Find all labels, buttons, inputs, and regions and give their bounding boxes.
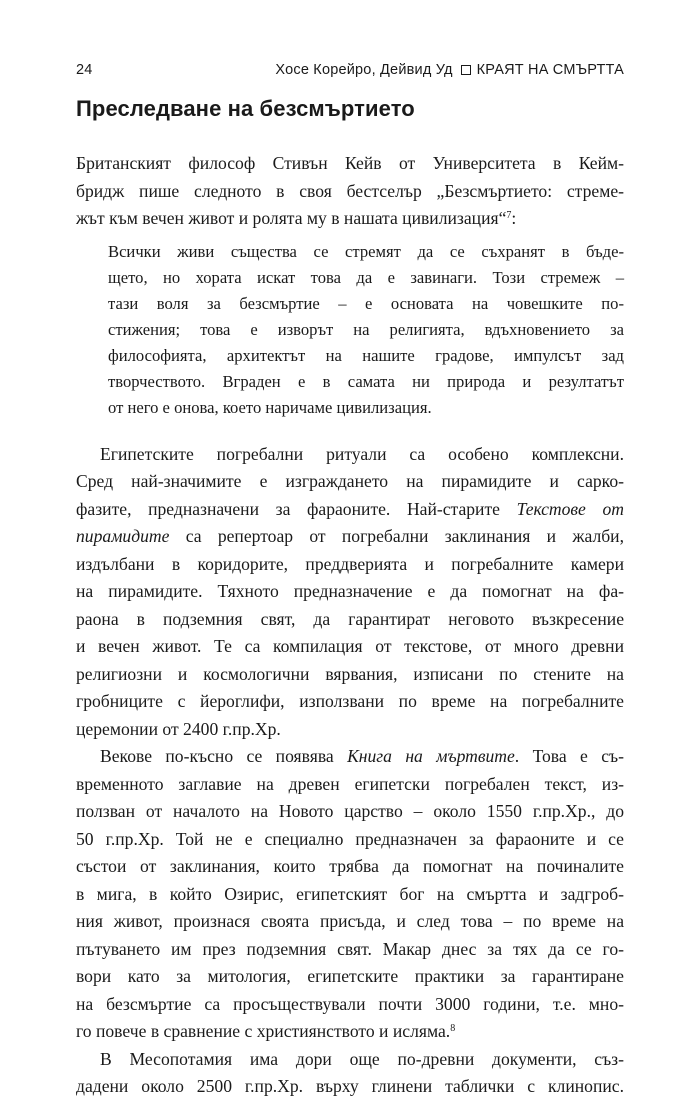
paragraph-spacer	[76, 421, 624, 441]
quote-line: философията, архитектът на нашите градове, импулсът зад	[108, 345, 624, 365]
text-run: :	[511, 208, 517, 228]
text-line: 50 г.пр.Хр. Той не е специално предназначен за фараоните и се	[76, 828, 624, 849]
text-line	[76, 523, 624, 551]
running-head-authors: Хосе Корейро, Дейвид Уд	[275, 62, 453, 78]
block-quote	[108, 239, 624, 421]
text-line	[76, 496, 624, 524]
text-line: и вечен живот. Те са компилация от текстове, от много древни	[76, 636, 624, 656]
text-line: пътуването им през подземния свят. Макар днес за тях да се го-	[76, 938, 624, 959]
text-run: жът към вечен живот и ролята му в нашата цивилизация“	[76, 208, 507, 228]
text-line	[76, 743, 624, 771]
text-line: Египетските погребални ритуали са особено комплексни.	[100, 443, 624, 464]
quote-line: стижения; това е изворът на религията, вдъхновението за	[108, 319, 624, 339]
text-line: Британският философ Стивън Кейв от Университета в Кейм-	[76, 153, 624, 173]
quote-line: щето, но хората искат това да е завинаги. Този стремеж –	[108, 267, 624, 287]
text-line: ползван от началото на Новото царство – около 1550 г.пр.Хр., до	[76, 801, 624, 821]
text-line	[76, 205, 624, 233]
text-line: в мига, в който Озирис, египетският бог на смъртта и задгроб-	[76, 883, 624, 904]
text-line: бридж пише следното в своя бестселър „Безсмъртието: стреме-	[76, 180, 624, 201]
intro-paragraph	[76, 150, 624, 233]
footnote-ref[interactable]: 7	[506, 210, 512, 221]
page-header	[76, 62, 624, 86]
body-text	[76, 150, 624, 1101]
text-line: Сред най-значимите е изграждането на пирамидите и сарко-	[76, 471, 624, 491]
text-line: на безсмъртие са просъществували почти 3000 години, т.е. мно-	[76, 993, 624, 1014]
page-number: 24	[76, 62, 93, 78]
text-line: временното заглавие на древен египетски погребален текст, из-	[76, 773, 624, 794]
text-line: В Месопотамия има дори още по-древни документи, съз-	[100, 1048, 624, 1069]
paragraph-mesopotamia	[76, 1046, 624, 1101]
text-line: издълбани в коридорите, преддверията и погребалните камери	[76, 553, 624, 574]
book-title-italic: пирамидите	[76, 526, 170, 546]
quote-line: Всички живи същества се стремят да се съхранят в бъде-	[108, 241, 624, 261]
square-bullet-icon	[461, 65, 471, 75]
text-line: церемонии от 2400 г.пр.Хр.	[76, 718, 281, 739]
book-title-italic: Книга на мъртвите	[347, 746, 515, 766]
quote-line: творчеството. Вграден е в самата ни природа и резултатът	[108, 371, 624, 391]
running-head-book-title: КРАЯТ НА СМЪРТТА	[476, 62, 624, 78]
quote-line: от него е онова, което наричаме цивилизация.	[108, 397, 432, 417]
running-head	[275, 62, 624, 78]
footnote-ref[interactable]: 8	[450, 1023, 456, 1034]
paragraph-egypt	[76, 441, 624, 744]
text-run: Векове по-късно се появява	[100, 746, 348, 766]
text-run: фазите, предназначени за фараоните. Най-старите	[76, 498, 517, 519]
text-run: . Това е съ-	[514, 746, 624, 766]
book-title-italic: Текстове от	[516, 498, 624, 519]
text-run: го повече в сравнение с християнството и исляма.	[76, 1021, 451, 1041]
text-run: са репертоар от погребални заклинания и жалби,	[169, 526, 624, 546]
paragraph-book-of-dead	[76, 743, 624, 1046]
text-line: дадени около 2500 г.пр.Хр. върху глинени таблички с клинопис.	[76, 1076, 624, 1096]
text-line	[76, 1018, 624, 1046]
text-line: вори като за митология, египетските практики за гарантиране	[76, 966, 624, 986]
text-line: състои от заклинания, които трябва да помогнат на починалите	[76, 856, 624, 876]
text-line: гробниците с йероглифи, използвани по време на погребалните	[76, 691, 624, 711]
text-line: на пирамидите. Тяхното предназначение е да помогнат на фа-	[76, 581, 624, 601]
text-line: религиозни и космологични вярвания, изписани по стените на	[76, 663, 624, 684]
quote-line: тази воля за безсмъртие – е основата на човешките по-	[108, 293, 624, 313]
text-line: ния живот, произнася своята присъда, и след това – по време на	[76, 911, 624, 931]
text-line: раона в подземния свят, да гарантират неговото възкресение	[76, 608, 624, 629]
section-title: Преследване на безсмъртието	[76, 96, 415, 121]
